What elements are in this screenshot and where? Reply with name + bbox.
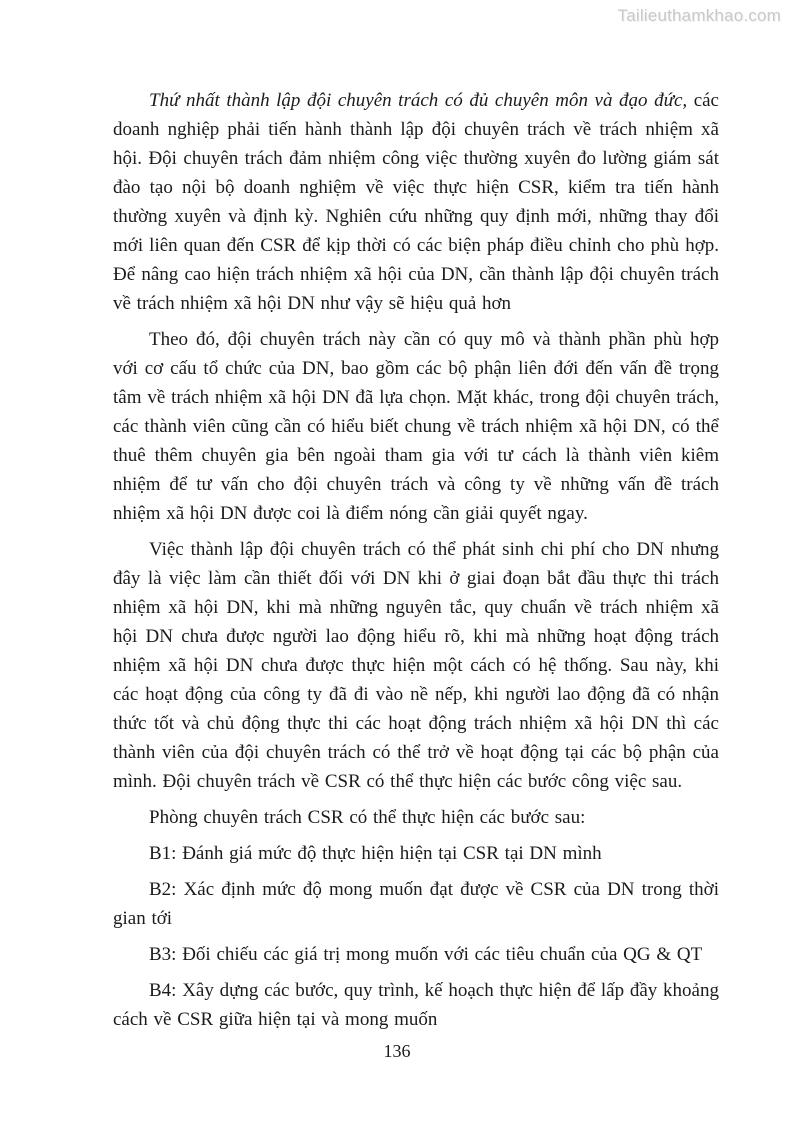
paragraph-step-b2: B2: Xác định mức độ mong muốn đạt được về CSR của DN trong thời gian tới [113,879,719,929]
paragraph-thu-nhat-italic-lead: Thứ nhất thành lập đội chuyên trách có đủ chuyên môn và đạo đức, [149,90,688,111]
paragraph-theo-do: Theo đó, đội chuyên trách này cần có quy mô và thành phần phù hợp với cơ cấu tổ chức của DN, bao gồm các bộ phận liên đới đến vấn đề trọng tâm về trách nhiệm xã hội DN đã lựa chọn. Mặt khác, trong đội chuyên trách, các thành viên cũng cần có hiểu biết chung về trách nhiệm xã hội DN, có thể thuê thêm chuyên gia bên ngoài tham gia với tư cách là thành viên kiêm nhiệm để tư vấn cho đội chuyên trách và công ty về những vấn đề trách nhiệm xã hội DN được coi là điểm nóng cần giải quyết ngay. [113,329,719,524]
paragraph-viec-thanh-lap: Việc thành lập đội chuyên trách có thể phát sinh chi phí cho DN nhưng đây là việc làm cần thiết đối với DN khi ở giai đoạn bắt đầu thực thi trách nhiệm xã hội DN, khi mà những nguyên tắc, quy chuẩn về trách nhiệm xã hội DN chưa được người lao động hiểu rõ, khi mà những hoạt động trách nhiệm xã hội DN chưa được thực hiện một cách có hệ thống. Sau này, khi các hoạt động của công ty đã đi vào nề nếp, khi người lao động đã có nhận thức tốt và chủ động thực thi các hoạt động trách nhiệm xã hội DN thì các thành viên của đội chuyên trách có thể trở về hoạt động tại các bộ phận của mình. Đội chuyên trách về CSR có thể thực hiện các bước công việc sau. [113,539,719,792]
page-body [113,86,719,1034]
page-number: 136 [383,1041,411,1061]
paragraph-step-b4: B4: Xây dựng các bước, quy trình, kế hoạch thực hiện để lấp đầy khoảng cách về CSR giữa hiện tại và mong muốn [113,980,719,1030]
paragraph-thu-nhat-body: các doanh nghiệp phải tiến hành thành lập đội chuyên trách về trách nhiệm xã hội. Đội chuyên trách đảm nhiệm công việc thường xuyên đo lường giám sát đào tạo nội bộ doanh nghiệm về việc thực hiện CSR, kiểm tra tiến hành thường xuyên và định kỳ. Nghiên cứu những quy định mới, những thay đổi mới liên quan đến CSR để kịp thời có các biện pháp điều chỉnh cho phù hợp. Để nâng cao hiện trách nhiệm xã hội của DN, cần thành lập đội chuyên trách về trách nhiệm xã hội DN như vậy sẽ hiệu quả hơn [113,90,719,314]
paragraph-phong-chuyen-trach: Phòng chuyên trách CSR có thể thực hiện các bước sau: [149,807,586,828]
watermark-text: Tailieuthamkhao.com [617,6,781,25]
paragraph-step-b3: B3: Đối chiếu các giá trị mong muốn với các tiêu chuẩn của QG & QT [149,944,703,965]
paragraph-step-b1: B1: Đánh giá mức độ thực hiện hiện tại CSR tại DN mình [149,843,602,864]
paragraph-thu-nhat [113,86,719,318]
